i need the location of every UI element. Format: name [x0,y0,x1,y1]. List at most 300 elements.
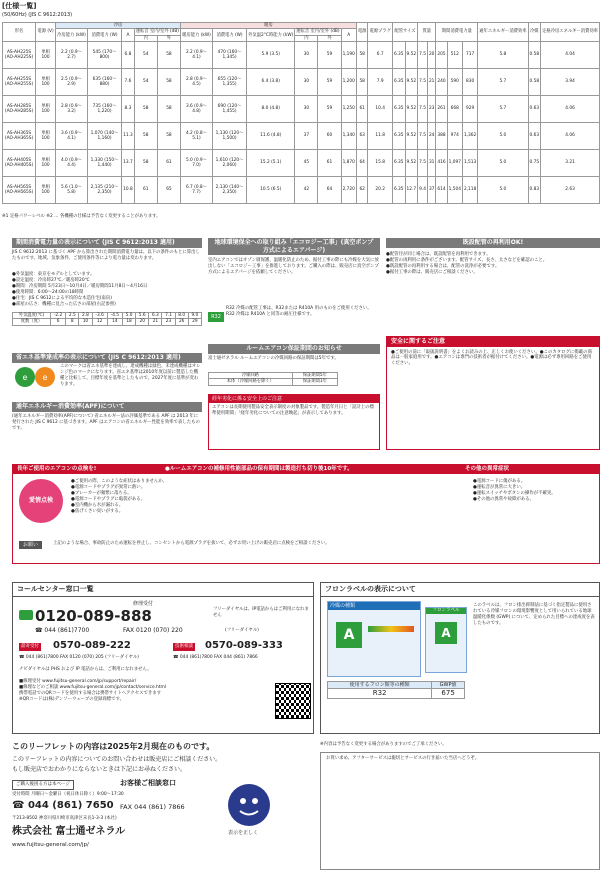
temp-row-label: 外気温度(℃) [13,313,51,319]
spec-cell-pipe1: 6.35 [392,42,405,69]
spec-cell-c_cap: 3.6 (0.9〜4.1) [55,123,87,150]
spec-cell-h_out: 60 [318,123,341,150]
fluoro-card-a-icon: A [435,622,457,644]
spec-cell-yr: 5.0 [478,177,528,204]
spec-cell-apf: 64 [356,150,368,177]
spec-cell-eff: 4.06 [541,123,600,150]
dealer-stamp-box [320,752,600,870]
temp-cell: 5.6 [136,313,149,319]
spec-cell-h_low: 6.4 (3.8) [247,69,295,96]
spec-cell-pipe2: 9.52 [405,123,418,150]
spec-cell-h_pow: 2,130 (140〜2,350) [212,177,246,204]
fluoro-col1: 使用するフロン類等の種類 [328,682,432,689]
spec-cell-pipe2: 9.52 [405,42,418,69]
temp-table [12,312,202,326]
spec-cell-h_pow: 1,130 (120〜1,500) [212,123,246,150]
spec-cell-yr: 5.8 [478,42,528,69]
spec-cell-volt: 単相 100 [36,177,56,204]
spec-cell-h_cap: 2.8 (0.9〜4.5) [181,69,213,96]
warranty-cell: 保証期間5年 [292,373,337,379]
col-power: 電源 [356,23,368,42]
spec-cell-w1: 7.5 [418,96,428,123]
spec-cell-w2: 31 [427,150,435,177]
spec-cell-apf: 62 [356,177,368,204]
spec-cell-h_cap: 6.7 (0.8〜7.7) [181,177,213,204]
spec-cell-yr: 5.7 [478,69,528,96]
spec-cell-c_cur: 7.6 [122,69,135,96]
warranty-cell: 冷媒回路 [209,373,293,379]
spec-cell-e1: 205 [436,42,447,69]
fluoro-head: フロンラベルの表示について [321,583,599,597]
spec-cell-w1: 7.5 [418,69,428,96]
spec-cell-c_cap: 2.5 (0.9〜2.9) [55,69,87,96]
spec-cell-c_out: 58 [157,69,180,96]
spec-cell-c_pow: 1,070 (140〜1,160) [87,123,121,150]
dealer-stamp-text: お買い求め、アフターサービスは親切とサービスの行き届いた当店へどうぞ。 [326,756,480,761]
spec-cell-e3: 717 [462,42,477,69]
spec-cell-cur: 1,200 [341,69,356,96]
spec-cell-eff: 2.63 [541,177,600,204]
spec-cell-c_cur: 10.8 [122,177,135,204]
spec-cell-h_out: 59 [318,96,341,123]
warranty-cell: 本体（冷媒回路を除く） [209,379,293,385]
spec-cell-pipe1: 6.35 [392,123,405,150]
temp-cell: -3.6 [92,313,107,319]
price-note: ※内容は予告なく変更する場合がありますのでご了承ください。 [320,742,447,747]
spec-cell-h_pow: 470 (160〜1,345) [212,42,246,69]
kikan-head: 期間消費電力量の表示について (JIS C 9612:2013 適用) [12,238,202,248]
kikan-item: ●使用時間：6:00〜24:00の18時間 [12,289,84,295]
days-cell: 29 [188,319,201,325]
aging-head: 経年劣化に係る安全上のご注意 [209,395,379,403]
call-center-head: コールセンター窓口一覧 [13,583,313,597]
warranty-cell: 保証期間1年 [292,379,337,385]
safety-text: ●ご使用の前に「取扱説明書」をよくお読みの上、正しくお使いください。●このカタログに掲載の商品は一般家庭用です。●エアコンは専門の技術者が据付けてください。●電源は必ず専用回路をご使用ください。 [391,349,592,367]
temp-cell: 6.3 [149,313,162,319]
spec-cell-volt: 単相 100 [36,150,56,177]
consult-tel[interactable]: ☎ 044 (861) 7650 [12,800,114,811]
spec-cell-apf: 61 [356,96,368,123]
spec-cell-h_in: 30 [295,42,318,69]
spec-cell-e1: 240 [436,69,447,96]
other-item: ●電源コードに傷がある。 [473,479,526,484]
free-dial-number[interactable]: 0120-089-888 [35,607,152,625]
spec-cell-e1: 388 [436,123,447,150]
spec-table: 形名 電源 (V) 冷房 暖房 電源 電源プラグ 配管サイズ 質量 期間消費電力量 通年エネルギー消費効率 冷媒 定格冷房エネルギー消費効率 冷房能力 (kW) 消費電力 (W) A 運転音 室内/室外 (dB) 暖房能力 (kW) 消費電力 (W) 外気温2°C時能力 (kW) 運転音 室内/室外 (dB) A 内 外 内 外 AS-AH225S (AO-AH225S) 単相 100 2.2 (0.9〜2.7) 545 (170〜800) 6.8 54 58 2.2 (0.9〜4.1) 470 (160〜1,345) 5.9 (3.5) 30 59 1,190 58 6.7 6.35 9.52 7.5 20 205 512 717 5.8 0.58 4.04 AS-AH255S (AO-AH255S) 単相 100 2.5 (0.9〜2.9) 635 (160〜880) 7.6 54 58 2.8 (0.9〜4.5) 655 (120〜1,355) 6.4 (3.8) 30 59 1,200 58 7.9 6.35 9.52 7.5 21 240 590 830 5.7 0.58 3.94 AS-AH285S (AO-AH285S) 単相 100 2.8 (0.9〜3.2) 735 (160〜1,220) 8.3 58 58 3.6 (0.9〜4.8) 690 (120〜1,455) 8.0 (4.8) 30 59 1,250 61 10.4 6.35 9.52 7.5 23 261 668 929 5.7 0.63 4.06 AS-AH365S (AO-AH365S) 単相 100 3.6 (0.9〜4.1) 1,070 (140〜1,160) 11.3 58 58 4.2 (0.8〜5.1) 1,130 (120〜1,500) 11.6 (4.8) 37 60 1,340 63 11.8 6.35 9.52 7.5 24 388 974 1,362 5.0 0.63 4.06 AS-AH405S (AO-AH405S) 単相 100 4.0 (0.9〜4.4) 1,330 (150〜1,440) 13.7 58 61 5.0 (0.9〜7.0) 1,610 (120〜2,060) 15.2 (5.1) 45 61 1,870 64 15.8 6.35 9.52 7.5 31 416 1,097 1,513 5.0 0.75 3.21 AS-AH565S (AO-AH565S) 単相 100 5.6 (1.0〜5.8) 2,135 (210〜2,350) 10.8 61 65 6.7 (0.8〜7.7) 2,130 (140〜2,350) 10.5 (6.5) 42 64 2,720 62 20.2 6.35 12.7 9.4 37 614 1,504 2,118 5.0 0.83 2.63 [2,22,600,204]
qr-code-icon[interactable] [275,683,311,719]
free-dial-note: フリーダイヤルは、IP電話からはご利用になれません [213,607,309,618]
col-energy: 期間消費電力量 [436,23,478,42]
kikan-item: ●期間：冷房期間 5月23日〜10月4日／暖房期間11月8日〜4月16日 [12,283,148,289]
col-c-pow: 消費電力 (W) [87,29,121,42]
date-note: このリーフレットの内容は2025年2月現在のものです。 [12,742,215,751]
spec-cell-model: AS-AH405S (AO-AH405S) [3,150,36,177]
aijo-badge: 愛情点検 [19,479,63,523]
spec-cell-w1: 7.5 [418,150,428,177]
eco-head: 省エネ基準達成率の表示について (JIS C 9612:2013 適用) [12,353,202,363]
days-cell: 6 [50,319,65,325]
eco-text: このマークは省エネ基準を達成し、達成機種は緑色、未達成機種はオレンジ色のマークになります。省エネ基準は2010年度以前に製造した機種と比較して、目標年度を基準としたもので、2027年度に基準が変わります。 [60,364,201,387]
svg-text:e: e [42,373,48,382]
request-label: お願い [19,541,42,549]
r32-text: R32 冷媒の配管工事は、R32または R410A 用のものをご使用ください。R32 冷媒は R410A と同等の耐圧仕様です。 [226,306,372,317]
tel1[interactable]: ☎ 044 (861)7700 [35,627,90,634]
col-h-noise: 運転音 室内/室外 (dB) [296,29,340,35]
col-plug: 電源プラグ [368,23,392,42]
ecology-text: 室内エアコンではオゾン層保護、温暖化防止のため、据付工事の際にも冷媒を大気に放出しない「エコロジー工事」を推進しております。ご購入の際は、販売店に真空ポンプ方式によるエアパージを依頼してください。 [208,258,379,275]
spec-cell-volt: 単相 100 [36,96,56,123]
spec-cell-w2: 24 [427,123,435,150]
spec-cell-spec: 20.2 [368,177,392,204]
temp-cell: 5.0 [122,313,135,319]
col-c-cur: A [122,29,135,42]
fluoro-table [327,681,465,699]
spec-cell-h_low: 11.6 (4.8) [247,123,295,150]
page-subtitle: (50/60Hz) (JIS C 9612:2013) [2,12,73,18]
spec-cell-c_in: 58 [134,123,157,150]
aging-box [208,394,380,450]
other-head: その他の異常症状 [465,466,510,472]
days-cell: 20 [136,319,149,325]
spec-cell-c_out: 65 [157,177,180,204]
link-list [19,679,259,703]
spec-cell-e2: 1,097 [447,150,462,177]
spec-cell-h_cap: 5.0 (0.9〜7.0) [181,150,213,177]
company-url[interactable]: www.fujitsu-general.com/jp/ [12,842,89,848]
spec-cell-pipe1: 6.35 [392,177,405,204]
col-volt: 電源 (V) [36,23,56,42]
spec-cell-yr: 5.0 [478,123,528,150]
other-item: ●その他の異常や故障がある。 [473,496,534,502]
fluoro-box [320,582,600,734]
spec-cell-ref: 0.58 [528,42,541,69]
spec-cell-cur: 1,340 [341,123,356,150]
spec-cell-e3: 1,513 [462,150,477,177]
spec-cell-c_cur: 13.7 [122,150,135,177]
spec-cell-w1: 7.5 [418,123,428,150]
repair-label: 修理受付 [133,601,154,607]
spec-cell-h_pow: 690 (120〜1,455) [212,96,246,123]
col-c-noise: 運転音 室内/室外 (dB) [135,29,179,35]
long-use-item: ●電源コードやプラグに亀裂がある。 [71,496,146,502]
spec-row [3,69,600,96]
spec-cell-w1: 7.5 [418,42,428,69]
days-cell: 8 [66,319,79,325]
col-weight: 質量 [418,23,436,42]
spec-cell-e3: 830 [462,69,477,96]
spec-cell-w1: 9.4 [418,177,428,204]
spec-cell-volt: 単相 100 [36,69,56,96]
spec-cell-volt: 単相 100 [36,42,56,69]
long-use-item: ●ご使用の際、このような症状はありませんか。 [71,479,168,484]
ecology-head: 地球環境保全への取り組み「エコロジー工事」(真空ポンプ方式によるエアパージ) [208,238,380,255]
recycle-list [386,252,600,276]
spec-cell-c_cap: 4.0 (0.9〜4.4) [55,150,87,177]
recycle-item: ●既設配管の再利用する場合は、配管の洗浄が必要です。 [386,263,500,269]
col-heating: 暖房 [181,23,357,29]
spec-cell-h_low: 10.5 (6.5) [247,177,295,204]
other-item: ●運転音が異常に大きい。 [473,484,526,490]
warranty-table [208,372,338,386]
spec-cell-spec: 10.4 [368,96,392,123]
consult-head: お客様ご相談窓口 [120,779,176,787]
consult-hours: 受付時間 月曜日〜金曜日（祝日休日除く）9:00〜17:30 [12,792,124,797]
spec-cell-ref: 0.63 [528,123,541,150]
spec-cell-e2: 668 [447,96,462,123]
kikan-item: ●住宅：JIS C 9612による平均的な木造住宅(南向) [12,295,112,301]
fluoro-card [425,607,467,673]
long-use-subhead: ●ルームエアコンの補修用性能部品の保有期間は製造打ち切り後10年です。 [165,466,353,472]
recycle-item: ●配管径が同じ場合は、既設配管を再利用できます。 [386,252,491,257]
svg-text:e: e [22,373,28,382]
spec-table-body [3,42,600,204]
recycle-item: ●配管の再利用に条件がございます。配管サイズ、長さ、太さなどを確認のこと。 [386,257,548,263]
col-h-cur: A [341,29,356,42]
col-h-low: 外気温2°C時能力 (kW) [247,29,295,42]
spec-cell-e2: 512 [447,42,462,69]
mascot-text: 表示を正しく [228,830,259,836]
col-h-pow: 消費電力 (W) [212,29,246,42]
days-cell: 14 [107,319,122,325]
spec-cell-w2: 21 [427,69,435,96]
days-cell: 12 [92,319,107,325]
days-cell: 26 [175,319,188,325]
spec-cell-volt: 単相 100 [36,123,56,150]
long-use-header [13,465,599,474]
col-apf: 通年エネルギー消費効率 [478,23,528,42]
consult-fax: FAX 044 (861) 7866 [120,803,185,811]
spec-cell-h_cap: 2.2 (0.9〜4.1) [181,42,213,69]
long-use-box [12,464,600,564]
recycle-head: 既設配管の再利用OK! [386,238,600,248]
tech-label: 技術相談 [175,644,193,649]
spec-cell-eff: 3.94 [541,69,600,96]
temp-cell: 2.5 [66,313,79,319]
spec-cell-cur: 2,720 [341,177,356,204]
spec-cell-e1: 261 [436,96,447,123]
spec-cell-c_cur: 8.3 [122,96,135,123]
days-cell: 23 [162,319,175,325]
spec-cell-yr: 5.0 [478,150,528,177]
address: 〒213-8502 神奈川県川崎市高津区末長1-3-3 (本社) [12,816,117,821]
request-text: 上記のような場合、事故防止のため運転を停止し、コンセントから電源プラグを抜いて、必ずお買い上げの販売店に点検をご相談ください。 [53,541,330,546]
kikan-list [12,272,202,308]
spec-row [3,177,600,204]
spec-cell-h_in: 37 [295,123,318,150]
label-title: 冷媒の種類 [328,602,420,610]
spec-cell-ref: 0.58 [528,69,541,96]
aging-text: エアコンは長期使用製品安全表示制度の対象製品です。製造年月日と「設計上の標準使用期間」「経年劣化についての注意喚起」が表示してあります。 [212,405,374,417]
spec-cell-c_out: 58 [157,96,180,123]
kikan-text: JIS C 9612:2013 に基づく APF から算出された期間消費電力量は、以下の条件のもとに算出したものです。地域、気象条件、ご使用条件等により電力量は変わります。 [12,250,200,261]
spec-cell-w2: 23 [427,96,435,123]
spec-cell-e2: 974 [447,123,462,150]
spec-footnote: ※1 定格パワーレベル ※2 … 各機種の仕様は予告なく変更することがあります。 [2,214,161,219]
spec-cell-h_out: 64 [318,177,341,204]
spec-cell-pipe2: 9.52 [405,96,418,123]
col-eff: 定格冷房エネルギー消費効率 [541,23,600,42]
fax1-note: (フリーダイヤル) [225,628,259,633]
col-model: 形名 [3,23,36,42]
spec-row [3,123,600,150]
link-item[interactable]: ■修理などのご相談 www.fujitsu-general.com/jp/contact/service.html [19,684,167,690]
spec-cell-e2: 1,504 [447,177,462,204]
spec-cell-c_pow: 635 (160〜880) [87,69,121,96]
tel3: ☎ 044 (861)7800 FAX 044 (861) 7866 [173,655,258,660]
spec-cell-c_out: 61 [157,150,180,177]
kikan-item: ●設定温度：冷房時27℃／暖房時20℃ [12,277,90,283]
label-a-icon: A [336,622,362,648]
fluoro-card-title: フロンラベル [426,608,466,614]
spec-cell-h_out: 59 [318,69,341,96]
long-use-item: ●電源コードやプラグが異常に熱い。 [71,484,146,490]
label-meter [368,626,414,632]
kikan-item: ●外気温度：東京をモデルとしています。 [12,272,95,277]
spec-cell-h_in: 42 [295,177,318,204]
recycle-item: ●据付工事の際は、販売店にご相談ください。 [386,269,478,275]
mascot-icon [228,784,270,826]
spec-cell-c_pow: 1,330 (150〜1,440) [87,150,121,177]
spec-cell-h_cap: 4.2 (0.8〜5.1) [181,123,213,150]
spec-cell-h_cap: 3.6 (0.9〜4.8) [181,96,213,123]
spec-cell-c_cap: 2.2 (0.9〜2.7) [55,42,87,69]
navi-label: 最寄受付 [21,644,39,649]
spec-cell-h_out: 61 [318,150,341,177]
consult-label: ご購入後困る方は本ページ [12,780,74,790]
spec-cell-h_out: 59 [318,42,341,69]
spec-cell-pipe1: 6.35 [392,150,405,177]
spec-cell-e1: 614 [436,177,447,204]
long-use-item: ●焦げくさい臭いがする。 [71,508,124,514]
navi1[interactable]: 0570-089-222 [53,640,131,651]
spec-cell-c_in: 58 [134,96,157,123]
spec-cell-c_in: 58 [134,150,157,177]
link-item: ※QRコードは(株)デンソーウェーブの登録商標です。 [19,696,124,702]
spec-cell-h_in: 45 [295,150,318,177]
spec-cell-model: AS-AH285S (AO-AH285S) [3,96,36,123]
spec-cell-model: AS-AH225S (AO-AH225S) [3,42,36,69]
safety-box [386,336,600,450]
spec-cell-h_in: 30 [295,96,318,123]
link-item[interactable]: ■修理受付 www.fujitsu-general.com/jp/support/repair/ [19,679,137,684]
spec-cell-w2: 37 [427,177,435,204]
fluoro-text: このラベルは、フロン排出抑制法に基づく指定製品に使用されている冷媒フロンの環境影響度として用いられている地球温暖化係数 (GWP) について、定められた目標への達成度を表したものです。 [473,603,595,626]
temp-cell: 2.8 [79,313,92,319]
call-center-box [12,582,314,734]
navi-note: ナビダイヤルは PHS および IP 電話からは、ご利用になれません。 [19,667,152,672]
spec-cell-spec: 11.8 [368,123,392,150]
col-ref: 冷媒 [528,23,541,42]
spec-cell-c_cur: 11.3 [122,123,135,150]
dealer-note: もし販売店でおわかりにならないときは下記にお尋ねください。 [12,766,187,773]
fluoro-label-image [327,601,421,677]
spec-cell-pipe2: 12.7 [405,177,418,204]
spec-cell-apf: 63 [356,123,368,150]
spec-cell-c_in: 54 [134,69,157,96]
link-item: 携帯電話でのQRコードを使用する場合は携帯サイトへアクセスできます [19,690,162,696]
spec-cell-ref: 0.75 [528,150,541,177]
spec-cell-pipe2: 9.52 [405,69,418,96]
spec-cell-c_in: 54 [134,42,157,69]
spec-cell-c_pow: 545 (170〜800) [87,42,121,69]
days-cell: 10 [79,319,92,325]
r32-badge: R32 [208,312,224,322]
free-dial-icon [19,610,33,620]
spec-cell-ref: 0.63 [528,96,541,123]
spec-cell-cur: 1,870 [341,150,356,177]
long-use-head: 長年ご使用のエアコンの点検を! [17,466,97,472]
long-use-item: ●ブレーカーが頻繁に落ちる。 [71,490,132,496]
apf-text: (通年エネルギー消費効率(APF)について) 省エネルギー法の評価基準である APF は 2013 年に発行された JIS C 9612 に基づきます。APF はエアコンの省エネルギー性能を効率で表したものです。 [12,414,200,431]
fluoro-val1: R32 [328,689,432,699]
spec-cell-model: AS-AH255S (AO-AH255S) [3,69,36,96]
eco-mark-icon [14,365,56,389]
safety-head: 安全に関するご注意 [387,337,599,347]
spec-cell-h_in: 30 [295,69,318,96]
other-list [473,479,597,503]
spec-cell-c_out: 58 [157,123,180,150]
spec-cell-h_low: 15.2 (5.1) [247,150,295,177]
spec-row [3,150,600,177]
spec-cell-cur: 1,250 [341,96,356,123]
long-use-list [71,479,451,515]
spec-cell-spec: 7.9 [368,69,392,96]
fluoro-val2: 675 [432,689,465,699]
temp-cell: -4.5 [107,313,122,319]
spec-cell-apf: 58 [356,42,368,69]
spec-cell-c_in: 61 [134,177,157,204]
temp-cell: 8.0 [175,313,188,319]
spec-row [3,96,600,123]
fluoro-col2: GWP値 [432,682,465,689]
spec-cell-e1: 416 [436,150,447,177]
long-use-item: ●室内機から水が漏れる。 [71,502,124,508]
kikan-item: ●部屋の広さ：機種に見合った広さの部屋(右記参照) [12,301,116,307]
spec-cell-apf: 58 [356,69,368,96]
spec-cell-e3: 929 [462,96,477,123]
spec-cell-eff: 3.21 [541,150,600,177]
other-item: ●運転スイッチやボタンの操作が不確実。 [473,490,556,496]
spec-cell-spec: 15.8 [368,150,392,177]
tel2: ☎ 044 (861)7800 FAX 0120 (070) 205 (フリーダイヤル) [19,655,139,660]
days-cell: 21 [149,319,162,325]
spec-cell-e3: 1,362 [462,123,477,150]
col-cooling: 冷房 [55,23,180,29]
spec-cell-h_low: 5.9 (3.5) [247,42,295,69]
spec-cell-c_pow: 2,135 (210〜2,350) [87,177,121,204]
spec-cell-c_cap: 5.6 (1.0〜5.8) [55,177,87,204]
navi2[interactable]: 0570-089-333 [205,640,283,651]
spec-cell-e3: 2,118 [462,177,477,204]
spec-cell-spec: 6.7 [368,42,392,69]
spec-cell-c_pow: 735 (160〜1,220) [87,96,121,123]
days-cell: 18 [122,319,135,325]
spec-cell-cur: 1,190 [341,42,356,69]
col-h-cap: 暖房能力 (kW) [181,29,213,42]
spec-cell-c_out: 58 [157,42,180,69]
spec-cell-h_pow: 1,610 (120〜2,060) [212,150,246,177]
col-pipe: 配管サイズ [392,23,417,42]
spec-cell-h_pow: 655 (120〜1,355) [212,69,246,96]
fax1: FAX 0120 (070) 220 [123,627,183,634]
spec-cell-ref: 0.83 [528,177,541,204]
warranty-head: ルームエアコン保証期間のお知らせ [208,344,380,354]
spec-cell-e2: 590 [447,69,462,96]
temp-cell: -2.2 [50,313,65,319]
spec-cell-c_cur: 6.8 [122,42,135,69]
spec-cell-pipe1: 6.35 [392,96,405,123]
spec-cell-h_low: 8.0 (4.8) [247,96,295,123]
